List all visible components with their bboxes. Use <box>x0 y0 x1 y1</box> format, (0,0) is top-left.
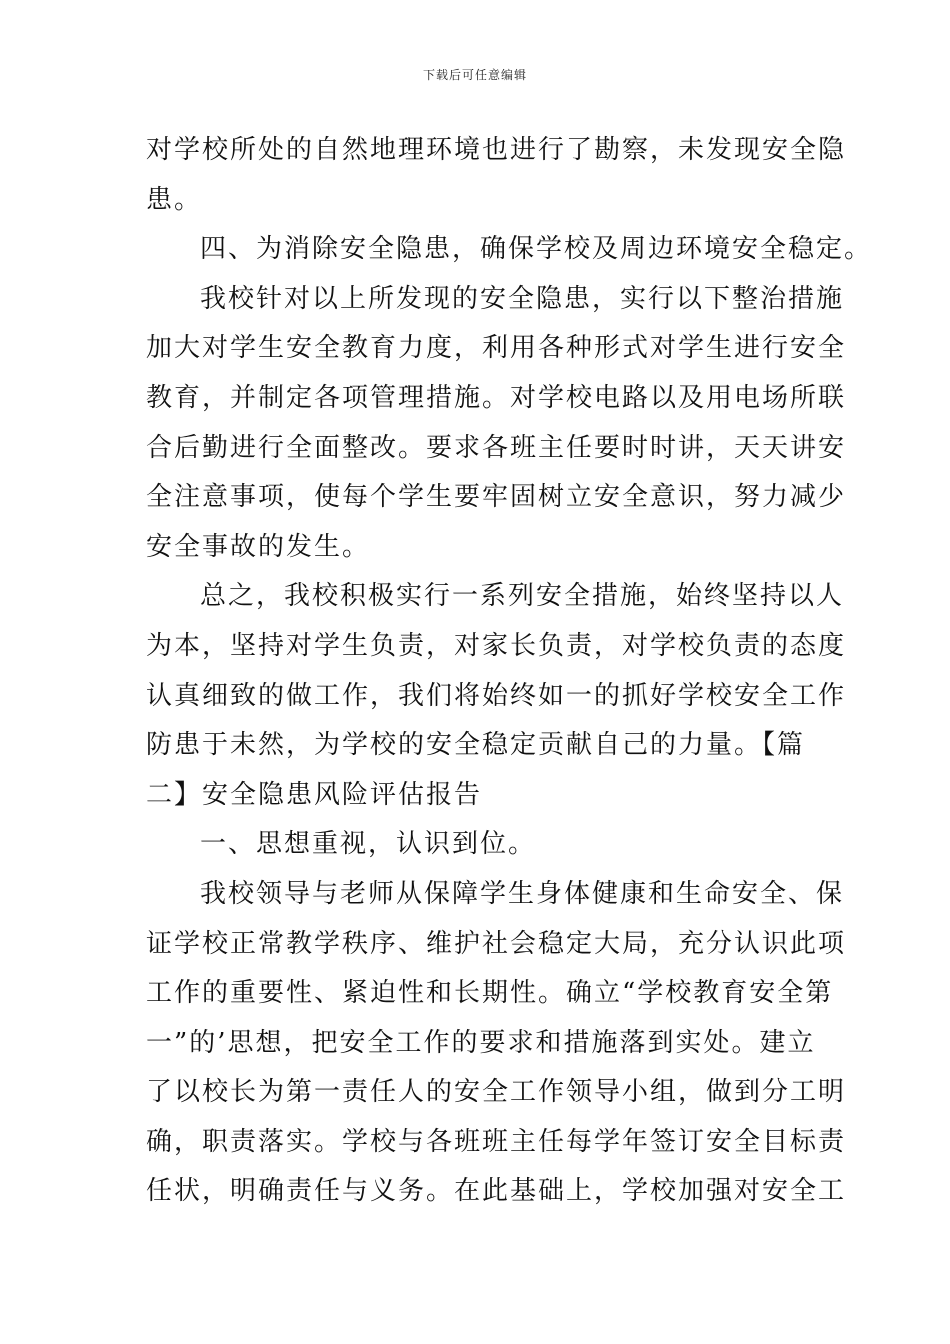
text-line: 全注意事项，使每个学生要牢固树立安全意识，努力减少 <box>146 482 847 513</box>
text-line: 教育，并制定各项管理措施。对学校电路以及用电场所联 <box>146 382 847 413</box>
text-line: 安全事故的发生。 <box>146 531 371 562</box>
text-line: 总之，我校积极实行一系列安全措施，始终坚持以人 <box>200 581 845 612</box>
text-line: 我校针对以上所发现的安全隐患，实行以下整治措施 <box>200 283 845 314</box>
text-line: 任状，明确责任与义务。在此基础上，学校加强对安全工 <box>146 1176 847 1207</box>
text-line: 了以校长为第一责任人的安全工作领导小组，做到分工明 <box>146 1077 847 1108</box>
text-line: 证学校正常教学秩序、维护社会稳定大局，充分认识此项 <box>146 928 847 959</box>
document-body <box>146 126 873 1217</box>
text-line: 一”的’思想，把安全工作的要求和措施落到实处。建立 <box>146 1027 816 1058</box>
text-line: 患。 <box>146 184 203 215</box>
text-line: 我校领导与老师从保障学生身体健康和生命安全、保 <box>200 878 845 909</box>
text-line: 对学校所处的自然地理环境也进行了勘察，未发现安全隐 <box>146 135 847 165</box>
text-line: 认真细致的做工作，我们将始终如一的抓好学校安全工作 <box>146 680 847 711</box>
text-line: 防患于未然，为学校的安全稳定贡献自己的力量。【篇 <box>146 730 806 761</box>
text-line: 合后勤进行全面整改。要求各班主任要时时讲，天天讲安 <box>146 432 847 463</box>
text-line: 四、为消除安全隐患，确保学校及周边环境安全稳定。 <box>200 234 873 265</box>
page-header: 下载后可任意编辑 <box>422 68 527 82</box>
text-line: 二】安全隐患风险评估报告 <box>146 779 483 810</box>
text-line: 确，职责落实。学校与各班班主任每学年签订安全目标责 <box>146 1126 847 1157</box>
text-line: 加大对学生安全教育力度，利用各种形式对学生进行安全 <box>146 333 847 364</box>
text-line: 工作的重要性、紧迫性和长期性。确立“学校教育安全第 <box>146 978 834 1009</box>
text-line: 一、思想重视，认识到位。 <box>200 829 537 860</box>
text-line: 为本，坚持对学生负责，对家长负责，对学校负责的态度 <box>146 630 847 661</box>
